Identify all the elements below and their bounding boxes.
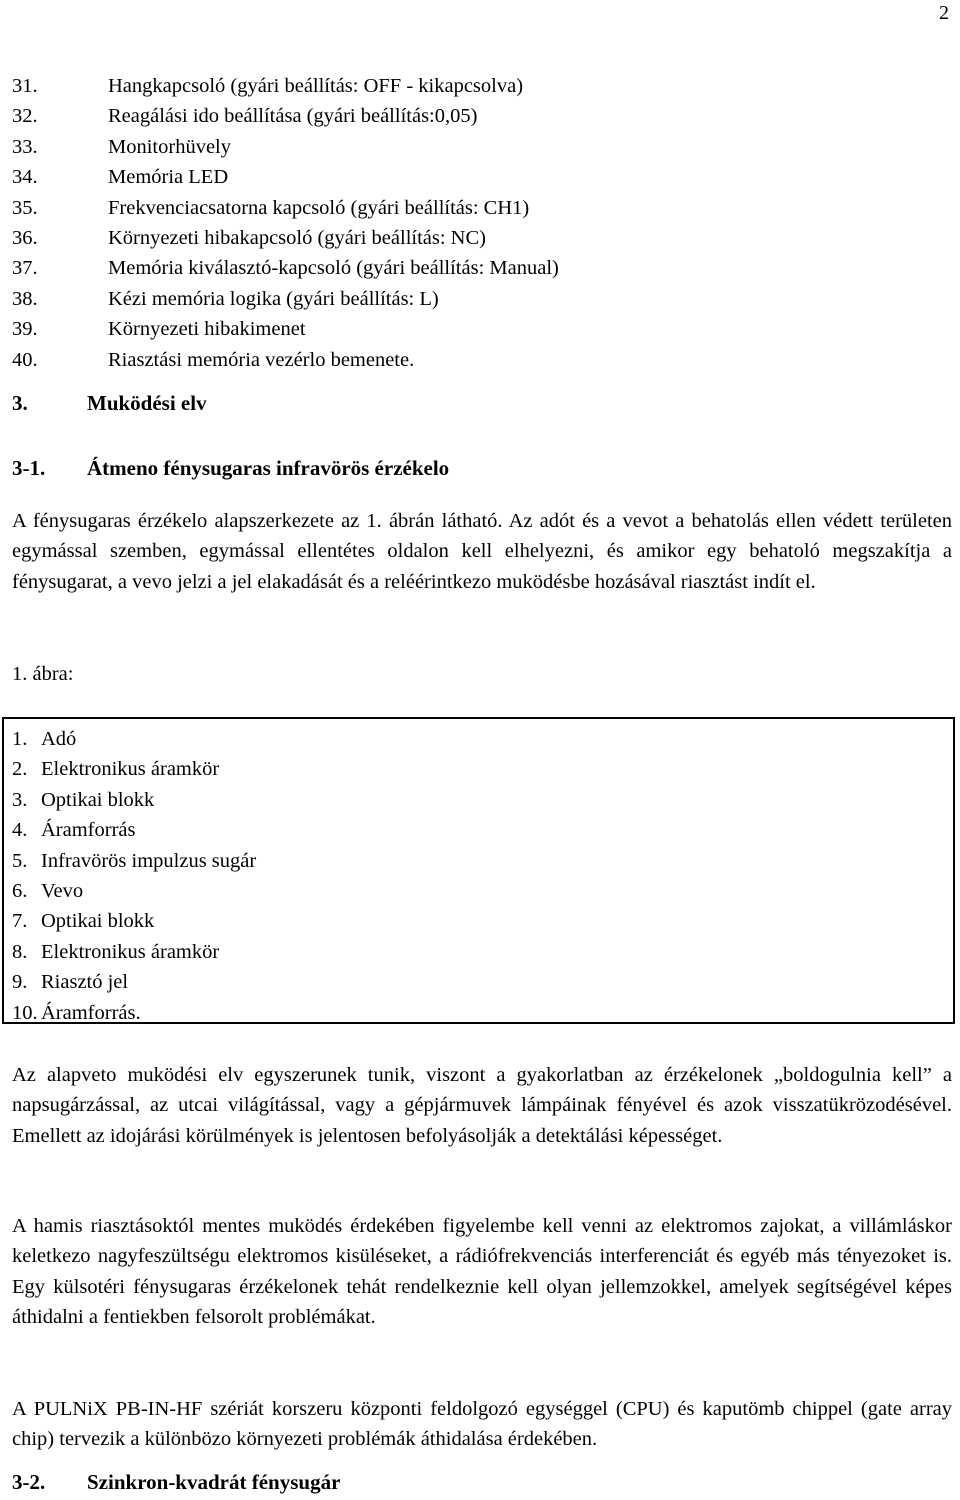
list-item-number: 38. [12,287,38,310]
list-item [12,345,952,375]
list-item [12,223,952,253]
list-item [12,193,952,223]
list-item [12,314,952,344]
page-number: 2 [939,2,949,24]
legend-item [12,724,256,754]
body-paragraph: A hamis riasztásoktól mentes muködés érdekében figyelembe kell venni az elektromos zajokat, a villámláskor keletkezo nagyfeszültségu elektromos kisüléseket, a rádiófrekvenciás interferenciát és egyéb más tényezoket is. Egy külsotéri fénysugaras érzékelonek tehát rendelkeznie kell olyan jellemzokkel, amelyek segítségével képes áthidalni a fentiekben felsorolt problémákat. [12,1215,952,1329]
legend-number: 10. [12,1001,38,1024]
subsection-number: 3-1. [12,456,46,480]
list-item-text: Memória kiválasztó-kapcsoló (gyári beállítás: Manual) [108,257,559,280]
legend-number: 8. [12,940,28,963]
list-item-text: Memória LED [108,166,229,189]
list-item-text: Környezeti hibakapcsoló (gyári beállítás: NC) [108,226,486,249]
subsection-heading [12,454,449,482]
legend-text: Optikai blokk [41,910,155,933]
list-item-text: Riasztási memória vezérlo bemenete. [108,348,415,371]
legend-item [12,785,256,815]
legend-number: 6. [12,879,28,902]
subsection-number: 3-2. [12,1470,46,1494]
list-item-number: 32. [12,105,38,128]
subsection-title: Szinkron-kvadrát fénysugár [87,1470,341,1494]
list-item [12,132,952,162]
legend-text: Adó [41,728,77,750]
legend-number: 2. [12,758,28,781]
subsection-title: Átmeno fénysugaras infravörös érzékelo [87,456,450,480]
legend-item [12,937,256,967]
legend-item [12,998,256,1028]
legend-item [12,754,256,784]
figure-legend [12,724,256,1028]
subsection-heading [12,1468,340,1496]
list-item-number: 34. [12,166,38,189]
list-item-number: 31. [12,75,38,97]
legend-item [12,876,256,906]
legend-text: Vevo [41,879,84,902]
list-item-number: 33. [12,135,38,158]
legend-text: Elektronikus áramkör [41,940,220,963]
list-item-number: 37. [12,257,38,280]
figure-label: 1. ábra: [12,663,74,685]
section-heading [12,389,207,417]
legend-text: Áramforrás [41,819,136,842]
list-item-number: 39. [12,318,38,341]
legend-number: 7. [12,910,28,933]
list-item-text: Frekvenciacsatorna kapcsoló (gyári beállítás: CH1) [108,196,530,219]
list-item [12,162,952,192]
list-item [12,101,952,131]
legend-item [12,967,256,997]
legend-text: Áramforrás. [41,1001,141,1024]
legend-number: 3. [12,788,28,811]
list-item [12,284,952,314]
legend-text: Optikai blokk [41,788,155,811]
body-paragraph: Az alapveto muködési elv egyszerunek tunik, viszont a gyakorlatban az érzékelonek „boldogulnia kell” a napsugárzással, az utcai világítással, vagy a gépjármuvek lámpáinak fényével és azok visszatükrözodésével. Emellett az idojárási körülmények is jelentosen befolyásolják a detektálási képességet. [12,1064,952,1147]
list-item-text: Kézi memória logika (gyári beállítás: L) [108,287,439,310]
legend-number: 9. [12,971,28,994]
figure-box [2,717,955,1024]
intro-paragraph: A fénysugaras érzékelo alapszerkezete az 1. ábrán látható. Az adót és a vevot a behatolás ellen védett területen egymással szemben, egymással ellentétes oldalon kell elhelyezni, és amikor egy behatoló megszakítja a fénysugarat, a vevo jelzi a jel elakadását és a reléérintkezo muködésbe hozásával riasztást indít el. [12,510,952,593]
legend-text: Infravörös impulzus sugár [41,849,257,872]
legend-text: Elektronikus áramkör [41,758,220,781]
list-item-text: Reagálási ido beállítása (gyári beállítás:0,05) [108,105,478,128]
list-item [12,71,952,101]
legend-item [12,906,256,936]
legend-number: 5. [12,849,28,872]
legend-item [12,815,256,845]
legend-number: 1. [12,728,28,750]
parts-list [12,71,952,375]
legend-text: Riasztó jel [41,971,129,994]
legend-number: 4. [12,819,28,842]
list-item-text: Monitorhüvely [108,135,231,158]
list-item-text: Hangkapcsoló (gyári beállítás: OFF - kikapcsolva) [108,75,524,97]
list-item-number: 36. [12,226,38,249]
section-title: Muködési elv [87,391,207,415]
list-item-number: 40. [12,348,38,371]
section-number: 3. [12,391,28,415]
body-paragraph: A PULNiX PB-IN-HF szériát korszeru központi feldolgozó egységgel (CPU) és kaputömb chippel (gate array chip) tervezik a különbözo környezeti problémák áthidalása érdekében. [12,1398,952,1451]
list-item-number: 35. [12,196,38,219]
legend-item [12,846,256,876]
list-item-text: Környezeti hibakimenet [108,318,306,341]
list-item [12,253,952,283]
